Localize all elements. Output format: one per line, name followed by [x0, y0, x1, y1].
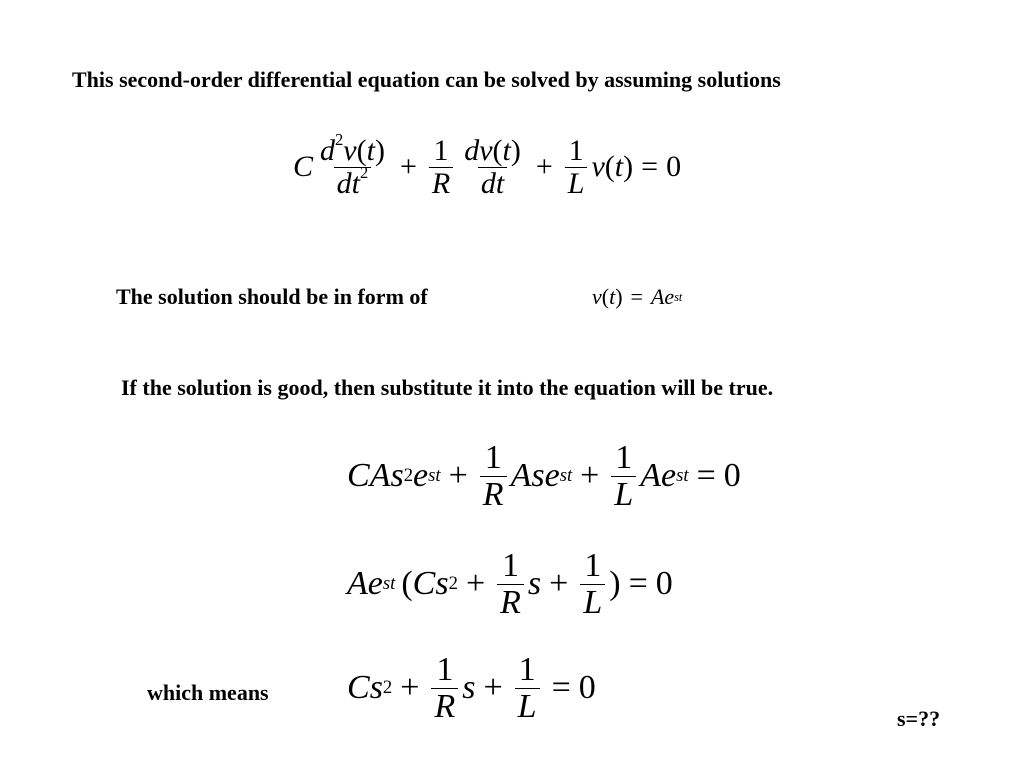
substituted-equation: C A s 2 e st + $\frac{1}{R}$ A s e st + $\frac{1}{L}$ A e st = 0 — [347, 439, 741, 513]
intro-text: This second-order differential equation can be solved by assuming solutions — [72, 67, 781, 92]
substitute-text: If the solution is good, then substitute it into the equation will be true. — [121, 375, 774, 400]
one-over-l-fraction: $\frac{1}{L}$ — [611, 440, 636, 512]
differential-equation: C $\frac{d^2v(t)}{dt^2}$ + $\frac{1}{R}$ $\frac{dv(t)}{dt}$ + $\frac{1}{L}$ v ( t ) = 0 — [293, 130, 682, 200]
one-over-r-fraction: $\frac{1}{R}$ — [480, 440, 507, 512]
assumed-solution-equation: v ( t ) = A e st — [592, 284, 683, 309]
one-over-l-fraction: $\frac{1}{L}$ — [580, 548, 605, 620]
one-over-r-fraction: $\frac{1}{R}$ — [497, 548, 524, 620]
second-derivative-fraction: $\frac{d^2v(t)}{dt^2}$ — [320, 130, 385, 200]
one-over-l-fraction: $\frac{1}{L}$ — [515, 652, 540, 724]
characteristic-equation: C s 2 + $\frac{1}{R}$ s + $\frac{1}{L}$ = 0 — [347, 651, 596, 725]
first-derivative-fraction: $\frac{dv(t)}{dt}$ — [464, 134, 521, 200]
one-over-l-fraction: $\frac{1}{L}$ — [565, 135, 588, 199]
which-means-text: which means — [147, 680, 269, 705]
s-question-text: s=?? — [897, 706, 941, 731]
capacitance-symbol: C — [293, 150, 314, 183]
one-over-r-fraction: $\frac{1}{R}$ — [431, 652, 458, 724]
solution-form-text: The solution should be in form of — [116, 284, 428, 309]
one-over-r-fraction: $\frac{1}{R}$ — [429, 135, 453, 199]
factored-equation: A e st ( C s 2 + $\frac{1}{R}$ s + $\frac{1}{L}$ ) = 0 — [347, 547, 673, 621]
